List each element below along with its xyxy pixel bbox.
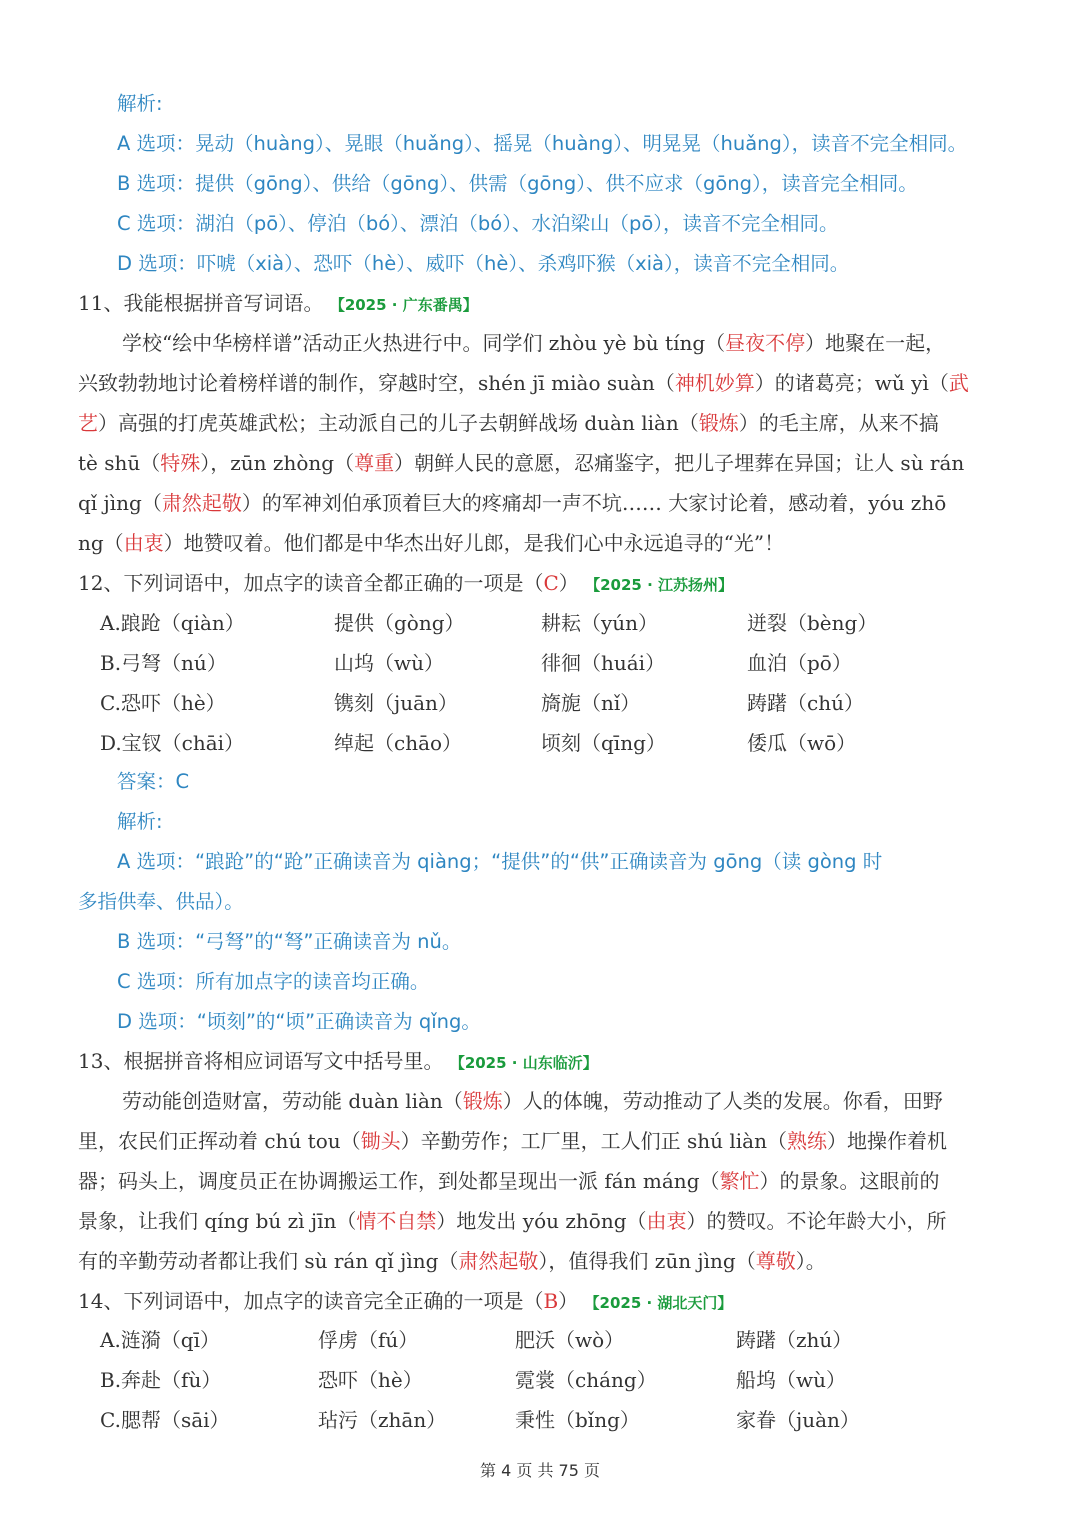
answer-text: 尊敬 bbox=[755, 1249, 796, 1273]
question-11-title: 11、我能根据拼音写词语。 【2025 · 广东番禺】 bbox=[78, 291, 478, 315]
answer-text: 尊重 bbox=[354, 451, 395, 475]
q13-passage-line: 里，农民们正挥动着 chú tou（锄头）辛勤劳作；工厂里，工人们正 shú liàn（熟练）地操作着机 bbox=[78, 1129, 947, 1153]
analysis-option-a-cont: 多指供奉、供品）。 bbox=[78, 890, 244, 913]
analysis-option-b: B 选项：提供（gōng）、供给（gōng）、供需（gōng）、供不应求（gōng），读音完全相同。 bbox=[117, 172, 918, 195]
question-12-title: 12、下列词语中，加点字的读音全都正确的一项是（C） 【2025 · 江苏扬州】 bbox=[78, 571, 734, 595]
answer-text: 肃然起敬 bbox=[161, 491, 242, 515]
q13-passage-line: 景象，让我们 qíng bú zì jīn（情不自禁）地发出 yóu zhōng（由衷）的赞叹。不论年龄大小，所 bbox=[78, 1209, 947, 1233]
answer-letter: C bbox=[543, 571, 559, 595]
answer-text: 神机妙算 bbox=[674, 371, 755, 395]
answer-text: 特殊 bbox=[160, 451, 201, 475]
answer-text: 由衷 bbox=[646, 1209, 687, 1233]
answer-text: 昼夜不停 bbox=[725, 331, 806, 355]
answer-text: 由衷 bbox=[123, 531, 164, 555]
q11-passage-line: tè shū（特殊），zūn zhòng（尊重）朝鲜人民的意愿，忍痛鉴字，把儿子埋葬在异国；让人 sù rán bbox=[78, 451, 965, 475]
question-14-title: 14、下列词语中，加点字的读音完全正确的一项是（B） 【2025 · 湖北天门】 bbox=[78, 1289, 733, 1313]
q13-passage-line: 劳动能创造财富，劳动能 duàn liàn（锻炼）人的体魄，劳动推动了人类的发展。你看，田野 bbox=[122, 1089, 943, 1113]
answer-text: 情不自禁 bbox=[356, 1209, 437, 1233]
source-tag: 【2025 · 湖北天门】 bbox=[584, 1294, 733, 1312]
page-footer: 第 4 页 共 75 页 bbox=[480, 1461, 600, 1480]
answer-letter: B bbox=[543, 1289, 559, 1313]
answer-text: 锻炼 bbox=[698, 411, 739, 435]
q11-passage-line: 艺）高强的打虎英雄武松；主动派自己的儿子去朝鲜战场 duàn liàn（锻炼）的毛主席，从来不搞 bbox=[78, 411, 939, 435]
q11-passage-line: 兴致勃勃地讨论着榜样谱的制作，穿越时空，shén jī miào suàn（神机妙算）的诸葛亮；wǔ yì（武 bbox=[78, 371, 969, 395]
analysis-option-d: D 选项：吓唬（xià）、恐吓（hè）、威吓（hè）、杀鸡吓猴（xià），读音不完全相同。 bbox=[117, 252, 850, 275]
q11-passage-line: qǐ jìng（肃然起敬）的军神刘伯承顶着巨大的疼痛却一声不坑…… 大家讨论着，感动着，yóu zhō bbox=[78, 491, 947, 515]
document-page: 解析: A 选项：晃动（huàng）、晃眼（huǎng）、摇晃（huàng）、明晃晃（huǎng），读音不完全相同。 B 选项：提供（gōng）、供给（gōng）、供需（gōng）、供不应求（gōng），读音完全相同。 C 选项：湖泊（pō）、停泊（bó）、漂泊（bó）、水泊梁山（pō），读音不完全相同。 D 选项：吓唬（xià）、恐吓（hè）、威吓（hè）、杀鸡吓猴（xià），读音不完全相同。 11、我能根据拼音写词语。 【2025 · 广东番禺】 学校“绘中华榜样谱”活动正火热进行中。同学们 zhòu yè bù tíng（昼夜不停）地聚在一起， 兴致勃勃地讨论着榜样谱的制作，穿越时空，shén jī miào suàn（神机妙算）的诸葛亮；wǔ yì（武 艺）高强的打虎英雄武松；主动派自己的儿子去朝鲜战场 duàn liàn（锻炼）的毛主席，从来不搞 tè shū（特殊），zūn zhòng（尊重）朝鲜人民的意愿，忍痛鉴字，把儿子埋葬在异国；让人 sù rán qǐ jìng（肃然起敬）的军神刘伯承顶着巨大的疼痛却一声不坑…… 大家讨论着，感动着，yóu zhō ng（由衷）地赞叹着。他们都是中华杰出好儿郎，是我们心中永远追寻的“光”！ 12、下列词语中，加点字的读音全都正确的一项是（C） 【2025 · 江苏扬州】 A.踉跄（qiàn） 提供（gòng） 耕耘（yún） 迸裂（bèng） B.弓弩（nú） 山坞（wù） 徘徊（huái） 血泊（pō） C.恐吓（hè） 镌刻（juān） 旖旎（nǐ） 踌躇（chú） D.宝钗（chāi） 绰起（chāo） 顷刻（qīng） 倭瓜（wō） 答案：C 解析: A 选项：“踉跄”的“跄”正确读音为 qiàng；“提供”的“供”正确读音为 gōng（读 gòng 时 多指供奉、供品）。 B 选项：“弓弩”的“弩”正确读音为 nǔ。 C 选项：所有加点字的读音均正确。 D 选项：“顷刻”的“顷”正确读音为 qǐng。 13、根据拼音将相应词语写文中括号里。 【2025 · 山东临沂】 劳动能创造财富，劳动能 duàn liàn（锻炼）人的体魄，劳动推动了人类的发展。你看，田野 里，农民们正挥动着 chú tou（锄头）辛勤劳作；工厂里，工人们正 shú liàn（熟练）地操作着机 器；码头上，调度员正在协调搬运工作，到处都呈现出一派 fán máng（繁忙）的景象。这眼前的 景象，让我们 qíng bú zì jīn（情不自禁）地发出 yóu zhōng（由衷）的赞叹。不论年龄大小，所 有的辛勤劳动者都让我们 sù rán qǐ jìng（肃然起敬），值得我们 zūn jìng（尊敬）。 14、下列词语中，加点字的读音完全正确的一项是（B） 【2025 · 湖北天门】 A.涟漪（qī） 俘虏（fú） 肥沃（wò） 踌躇（zhú） B.奔赴（fù） 恐吓（hè） 霓裳（cháng） 船坞（wù） C.腮帮（sāi） 玷污（zhān） 秉性（bǐng） 家眷（juàn） 第 4 页 共 75 页 bbox=[0, 0, 1080, 1527]
source-tag: 【2025 · 江苏扬州】 bbox=[585, 576, 734, 594]
answer-text: 繁忙 bbox=[719, 1169, 760, 1193]
answer-text: 锻炼 bbox=[462, 1089, 503, 1113]
answer-text: 锄头 bbox=[360, 1129, 401, 1153]
question-13-title: 13、根据拼音将相应词语写文中括号里。 【2025 · 山东临沂】 bbox=[78, 1049, 598, 1073]
source-tag: 【2025 · 山东临沂】 bbox=[449, 1054, 598, 1072]
analysis-option-c: C 选项：湖泊（pō）、停泊（bó）、漂泊（bó）、水泊梁山（pō），读音不完全相同。 bbox=[117, 212, 839, 235]
q11-passage-line: 学校“绘中华榜样谱”活动正火热进行中。同学们 zhòu yè bù tíng（昼夜不停）地聚在一起， bbox=[122, 331, 946, 355]
analysis-label: 解析: bbox=[117, 810, 163, 833]
q13-passage-line: 器；码头上，调度员正在协调搬运工作，到处都呈现出一派 fán máng（繁忙）的景象。这眼前的 bbox=[78, 1169, 940, 1193]
analysis-option-a: A 选项：“踉跄”的“跄”正确读音为 qiàng；“提供”的“供”正确读音为 gōng（读 gòng 时 bbox=[117, 850, 883, 873]
analysis-label: 解析: bbox=[117, 92, 163, 115]
source-tag: 【2025 · 广东番禺】 bbox=[329, 296, 478, 314]
analysis-option-a: A 选项：晃动（huàng）、晃眼（huǎng）、摇晃（huàng）、明晃晃（huǎng），读音不完全相同。 bbox=[117, 132, 968, 155]
q13-passage-line: 有的辛勤劳动者都让我们 sù rán qǐ jìng（肃然起敬），值得我们 zūn jìng（尊敬）。 bbox=[78, 1249, 826, 1273]
answer-text: 熟练 bbox=[786, 1129, 827, 1153]
answer-text: 肃然起敬 bbox=[458, 1249, 539, 1273]
answer-text: 武 bbox=[948, 371, 969, 395]
q11-passage-line: ng（由衷）地赞叹着。他们都是中华杰出好儿郎，是我们心中永远追寻的“光”！ bbox=[78, 531, 785, 555]
analysis-option-b: B 选项：“弓弩”的“弩”正确读音为 nǔ。 bbox=[117, 930, 462, 953]
analysis-option-d: D 选项：“顷刻”的“顷”正确读音为 qǐng。 bbox=[117, 1010, 481, 1033]
answer-line: 答案：C bbox=[117, 770, 190, 793]
analysis-option-c: C 选项：所有加点字的读音均正确。 bbox=[117, 970, 430, 993]
answer-text: 艺 bbox=[78, 411, 98, 435]
